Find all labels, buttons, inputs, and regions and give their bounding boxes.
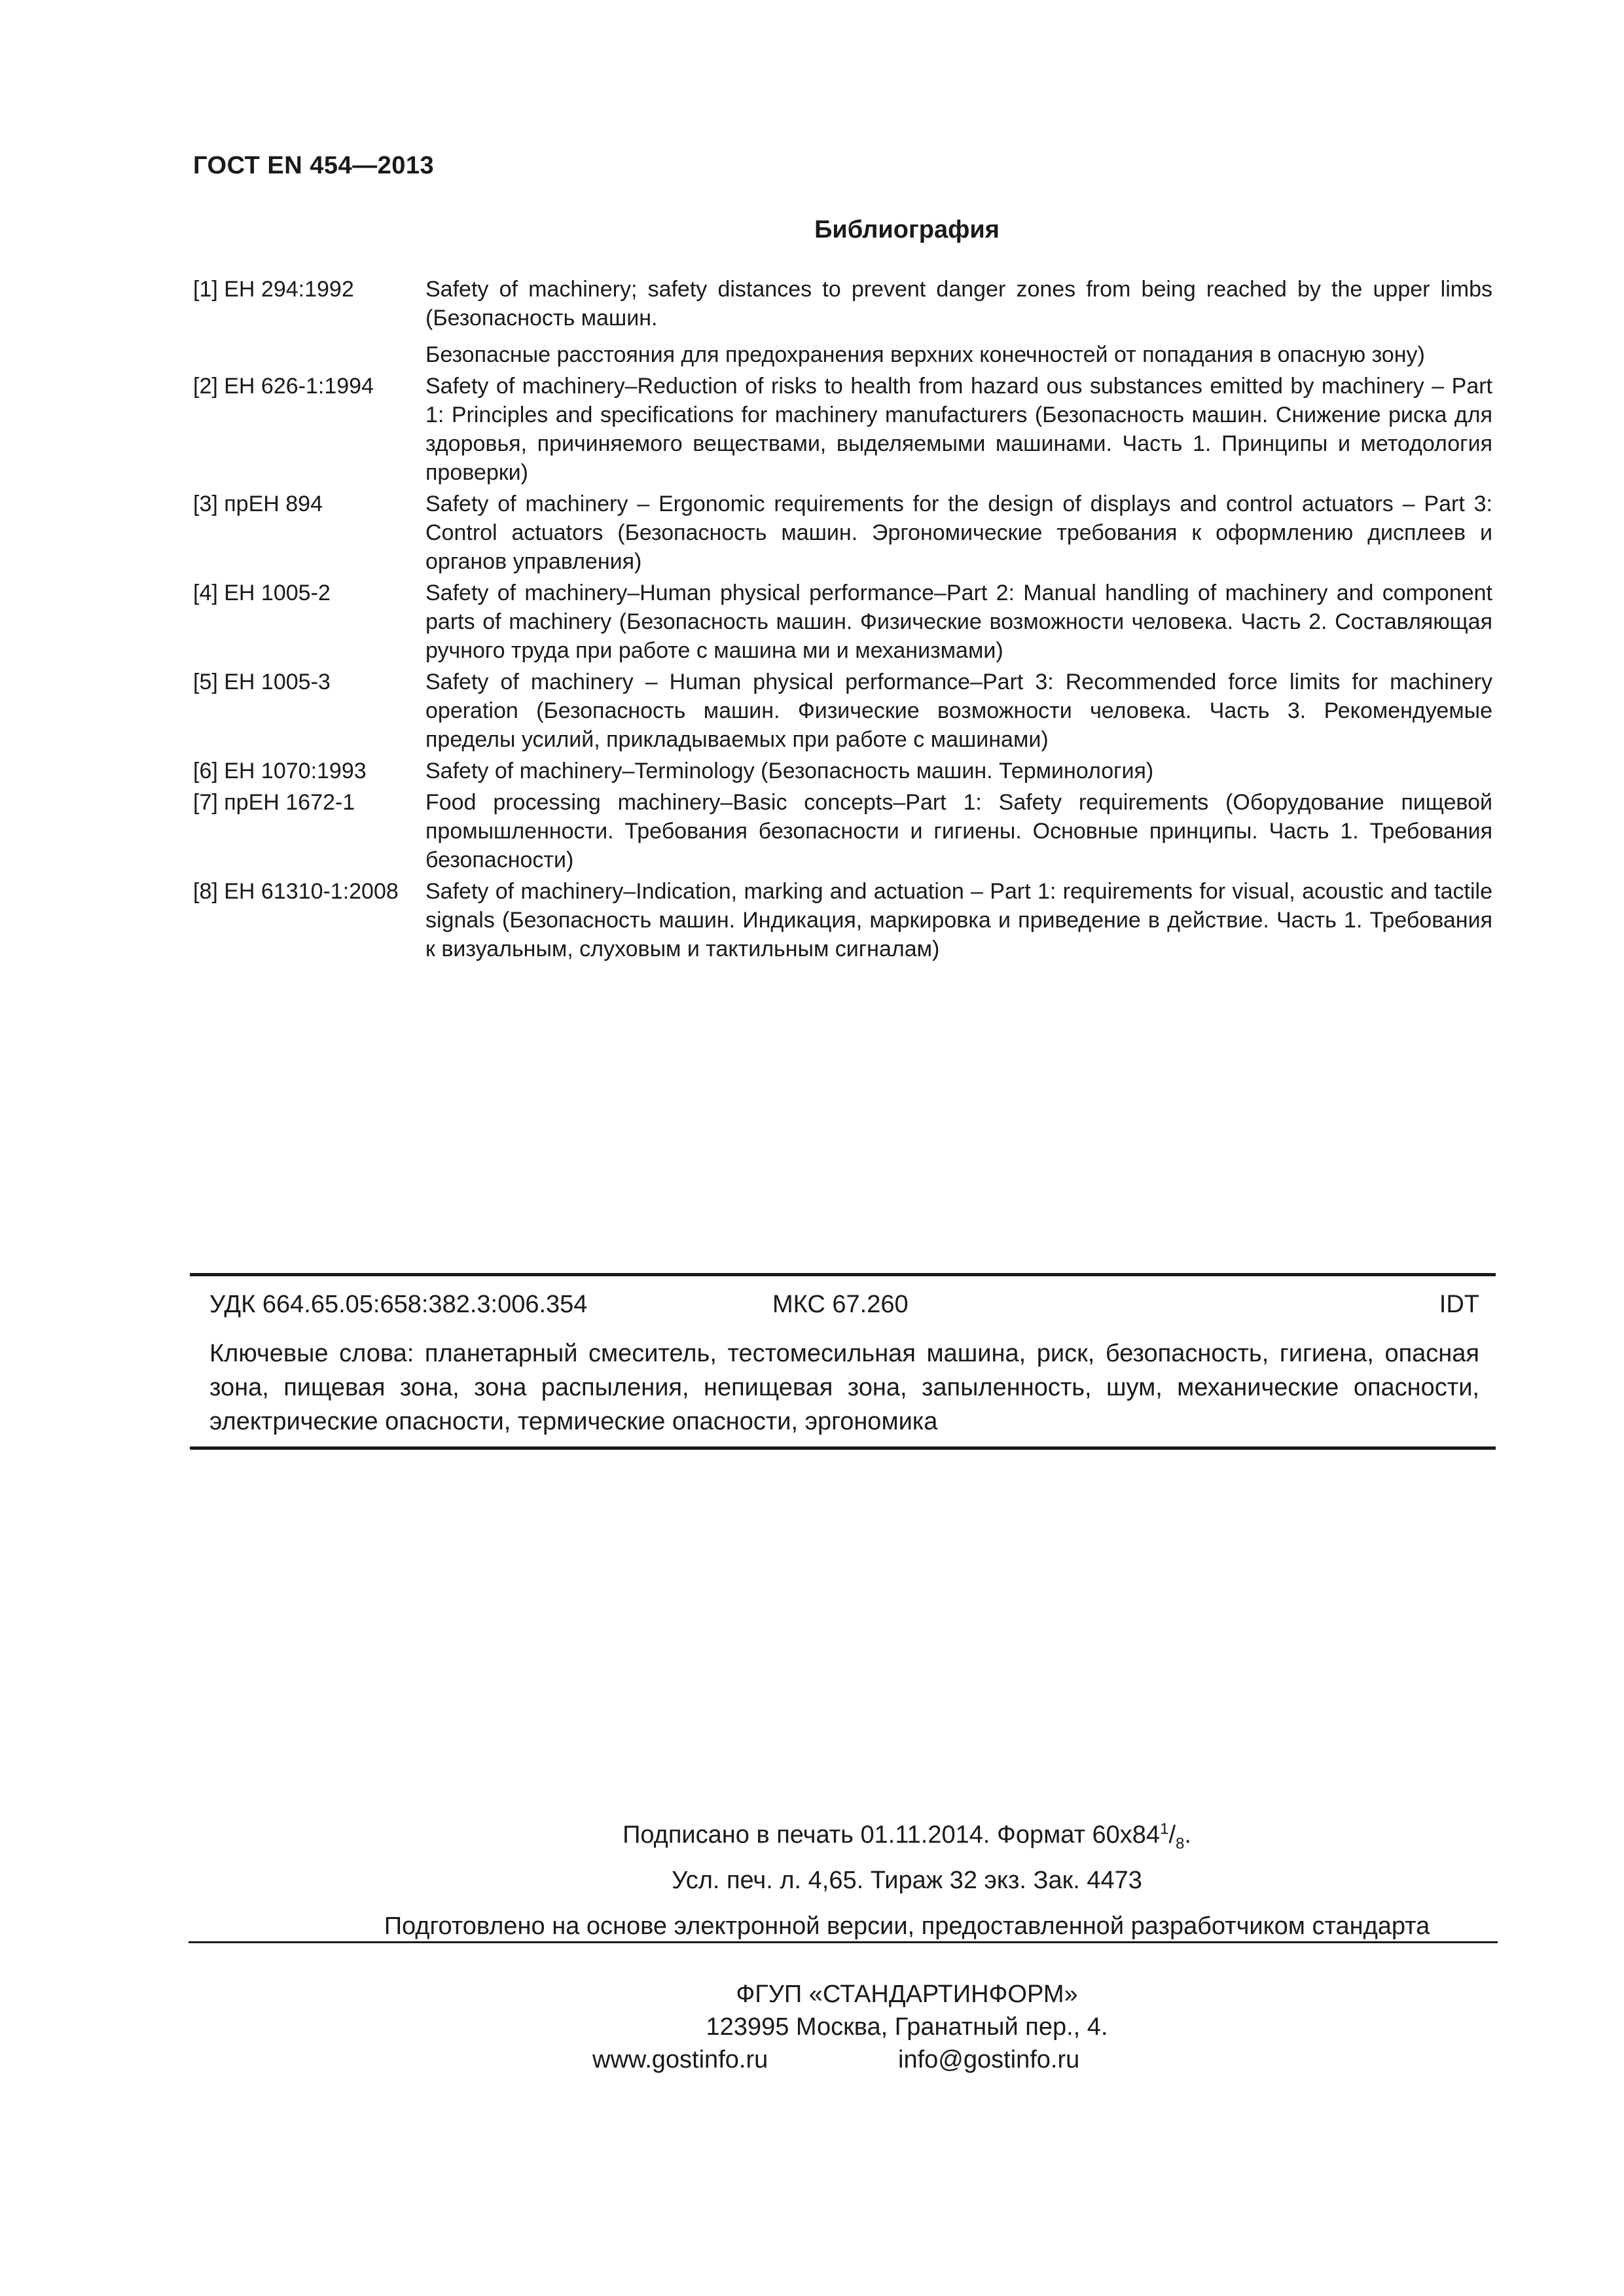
publisher-name: ФГУП «СТАНДАРТИНФОРМ» bbox=[736, 1981, 1078, 2008]
bibliography-text bbox=[425, 788, 1492, 874]
bibliography-paragraph: Safety of machinery–Human physical performance–Part 2: Manual handling of machinery and component parts of machinery (Безопасность машин. Физические возможности человека. Часть 2. Составляющая ручного труда при работе с машина ми и механизмами) bbox=[425, 581, 1492, 663]
bibliography-ref: [8] ЕН 61310-1:2008 bbox=[193, 879, 399, 904]
print-run: Усл. печ. л. 4,65. Тираж 32 экз. Зак. 4473 bbox=[672, 1867, 1142, 1894]
bibliography-ref: [2] ЕН 626-1:1994 bbox=[193, 374, 374, 399]
signed-text: Подписано в печать 01.11.2014. Формат 60x84 bbox=[623, 1821, 1161, 1849]
publisher-address: 123995 Москва, Гранатный пер., 4. bbox=[706, 2013, 1108, 2041]
keywords: Ключевые слова: планетарный смеситель, тестомесильная машина, риск, безопасность, гигиена, опасная зона, пищевая зона, зона распыления, непищевая зона, запыленность, шум, механические опасности, электрические опасности, термические опасности, эргономика bbox=[209, 1340, 1479, 1435]
imprint-rule bbox=[189, 1941, 1498, 1943]
signed-suffix: . bbox=[1184, 1821, 1191, 1849]
bibliography-paragraph: Food processing machinery–Basic concepts–Part 1: Safety requirements (Оборудование пищевой промышленности. Требования безопасности и гигиены. Основные принципы. Часть 1. Требования безопасности) bbox=[425, 790, 1492, 872]
bibliography-text bbox=[425, 372, 1492, 487]
bibliography-ref: [5] ЕН 1005-3 bbox=[193, 670, 331, 694]
bibliography-paragraph: Safety of machinery – Human physical performance–Part 3: Recommended force limits for machinery operation (Безопасность машин. Физические возможности человека. Часть 3. Рекомендуемые пределы усилий, прикладываемых при работе с машинами) bbox=[425, 670, 1492, 752]
bibliography-ref: [3] прЕН 894 bbox=[193, 492, 323, 516]
bibliography-entry-6 bbox=[193, 757, 1492, 785]
bibliography-list bbox=[193, 275, 1492, 966]
bibliography-entry-8 bbox=[193, 877, 1492, 963]
bibliography-text bbox=[425, 668, 1492, 754]
bibliography-ref: [4] ЕН 1005-2 bbox=[193, 581, 331, 605]
bibliography-title: Библиография bbox=[814, 216, 1000, 243]
bibliography-text bbox=[425, 275, 1492, 369]
signed-to-print: Подписано в печать 01.11.2014. Формат $60x84^1/_8$. bbox=[623, 1820, 1191, 1853]
bibliography-ref: [1] ЕН 294:1992 bbox=[193, 277, 354, 302]
bibliography-entry-2 bbox=[193, 372, 1492, 487]
bibliography-entry-3 bbox=[193, 490, 1492, 576]
bibliography-text bbox=[425, 877, 1492, 963]
bibliography-paragraph: Safety of machinery; safety distances to prevent danger zones from being reached by the upper limbs (Безопасность машин. bbox=[425, 277, 1492, 331]
document-code: ГОСТ EN 454—2013 bbox=[193, 152, 435, 179]
mks-code: МКС 67.260 bbox=[772, 1291, 909, 1318]
email-link[interactable]: info@gostinfo.ru bbox=[898, 2046, 1080, 2073]
bibliography-paragraph: Safety of machinery – Ergonomic requirements for the design of displays and control actuators – Part 3: Control actuators (Безопасность машин. Эргономические требования к оформлению дисплеев и органов управления) bbox=[425, 492, 1492, 574]
classification-top-rule bbox=[190, 1273, 1496, 1276]
bibliography-entry-1 bbox=[193, 275, 1492, 369]
bibliography-text bbox=[425, 757, 1492, 785]
udk-code: УДК 664.65.05:658:382.3:006.354 bbox=[209, 1291, 588, 1318]
bibliography-entry-7 bbox=[193, 788, 1492, 874]
classification-bottom-rule bbox=[190, 1446, 1496, 1450]
bibliography-ref: [6] ЕН 1070:1993 bbox=[193, 759, 367, 783]
format-numerator: 1 bbox=[1160, 1820, 1169, 1838]
prepared-note: Подготовлено на основе электронной версии, предоставленной разработчиком стандарта bbox=[384, 1912, 1430, 1940]
bibliography-text bbox=[425, 579, 1492, 665]
bibliography-paragraph: Безопасные расстояния для предохранения верхних конечностей от попадания в опасную зону) bbox=[425, 342, 1425, 367]
format-denominator: 8 bbox=[1176, 1835, 1185, 1853]
bibliography-text bbox=[425, 490, 1492, 576]
bibliography-entry-4 bbox=[193, 579, 1492, 665]
idt-marker: IDT bbox=[1439, 1291, 1479, 1318]
bibliography-paragraph: Safety of machinery–Terminology (Безопасность машин. Терминология) bbox=[425, 759, 1154, 783]
bibliography-paragraph: Safety of machinery–Indication, marking and actuation – Part 1: requirements for visual, acoustic and tactile signals (Безопасность машин. Индикация, маркировка и приведение в действие. Часть 1. Требования к визуальным, слуховым и тактильным сигналам) bbox=[425, 879, 1492, 961]
bibliography-paragraph: Safety of machinery–Reduction of risks to health from hazard ous substances emitted by machinery – Part 1: Principles and specifications for machinery manufacturers (Безопасность машин. Снижение риска для здоровья, причиняемого веществами, выделяемыми машинами. Часть 1. Принципы и методология проверки) bbox=[425, 374, 1492, 485]
bibliography-ref: [7] прЕН 1672-1 bbox=[193, 790, 355, 815]
website-link[interactable]: www.gostinfo.ru bbox=[592, 2046, 768, 2073]
bibliography-entry-5 bbox=[193, 668, 1492, 754]
